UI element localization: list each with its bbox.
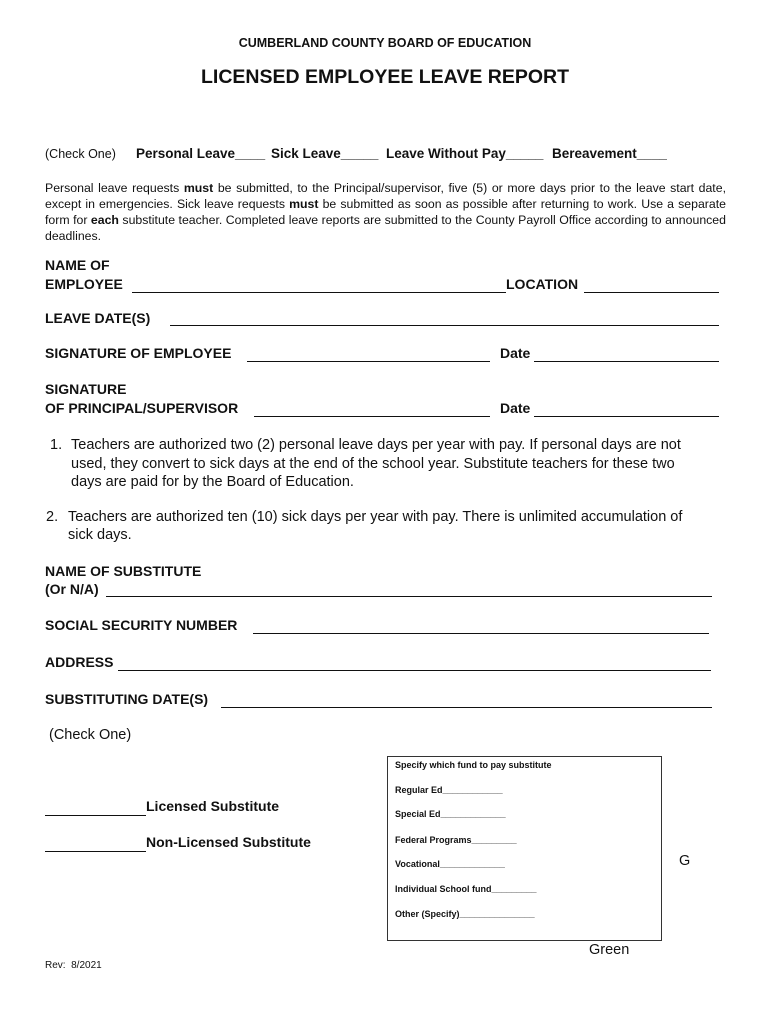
non-licensed-substitute-label: Non-Licensed Substitute <box>146 834 311 850</box>
employee-name-line[interactable] <box>132 292 506 293</box>
instructions-text-2: be submitted, to the Principal/supervisor, five (5) or more days prior to the leave start date, except in emergencies. Sick leave requests <box>45 181 726 211</box>
substitute-check-one-label: (Check One) <box>49 727 132 743</box>
or-na-label: (Or N/A) <box>45 581 99 597</box>
rule-1-line-3: days are paid for by the Board of Education. <box>71 474 354 490</box>
rule-2-line-1: Teachers are authorized ten (10) sick days per year with pay. There is unlimited accumulation of <box>68 509 683 525</box>
address-label: ADDRESS <box>45 654 114 670</box>
signature-label: SIGNATURE <box>45 381 127 397</box>
instructions-must-2: must <box>289 197 319 211</box>
ssn-line[interactable] <box>253 633 709 634</box>
fund-vocational[interactable]: Vocational_____________ <box>395 859 505 869</box>
fund-federal-programs[interactable]: Federal Programs_________ <box>395 835 517 845</box>
ssn-label: SOCIAL SECURITY NUMBER <box>45 617 238 633</box>
instructions-paragraph <box>45 180 726 244</box>
instructions-must-1: must <box>183 181 214 195</box>
rule-1-line-2: used, they convert to sick days at the end of the school year. Substitute teachers for these two <box>71 456 675 472</box>
date-line-1[interactable] <box>534 361 719 362</box>
annotation-g: G <box>679 853 691 869</box>
check-one-label: (Check One) <box>45 147 116 161</box>
name-of-substitute-label: NAME OF SUBSTITUTE <box>45 563 202 579</box>
date-label-2: Date <box>500 400 531 416</box>
licensed-substitute-label: Licensed Substitute <box>146 798 280 814</box>
leave-without-pay-option[interactable]: Leave Without Pay_____ <box>386 146 544 161</box>
non-licensed-check-line[interactable] <box>45 851 146 852</box>
substituting-dates-line[interactable] <box>221 707 712 708</box>
substitute-name-line[interactable] <box>106 596 712 597</box>
revision-date: Rev: 8/2021 <box>45 960 102 971</box>
fund-other-specify[interactable]: Other (Specify)_______________ <box>395 909 535 919</box>
sick-leave-option[interactable]: Sick Leave_____ <box>271 146 379 161</box>
location-line[interactable] <box>584 292 719 293</box>
instructions-text-1: Personal leave requests <box>45 181 184 195</box>
address-line[interactable] <box>118 670 711 671</box>
fund-individual-school[interactable]: Individual School fund_________ <box>395 884 537 894</box>
bereavement-option[interactable]: Bereavement____ <box>552 146 667 161</box>
fund-regular-ed[interactable]: Regular Ed____________ <box>395 785 503 795</box>
employee-label: EMPLOYEE <box>45 276 123 292</box>
rule-2-line-2: sick days. <box>68 527 132 543</box>
rule-2-number: 2. <box>46 509 59 525</box>
personal-leave-option[interactable]: Personal Leave____ <box>136 146 266 161</box>
signature-employee-line[interactable] <box>247 361 490 362</box>
fund-box-title: Specify which fund to pay substitute <box>395 760 552 770</box>
substituting-dates-label: SUBSTITUTING DATE(S) <box>45 691 209 707</box>
fund-special-ed[interactable]: Special Ed_____________ <box>395 809 506 819</box>
annotation-green: Green <box>589 942 630 958</box>
page-title: LICENSED EMPLOYEE LEAVE REPORT <box>200 66 570 88</box>
date-label-1: Date <box>500 345 531 361</box>
signature-employee-label: SIGNATURE OF EMPLOYEE <box>45 345 232 361</box>
licensed-check-line[interactable] <box>45 815 146 816</box>
instructions-text-3: be submitted as soon as possible after returning to work. Use a separate form for <box>45 197 726 227</box>
instructions-text-4: substitute teacher. Completed leave reports are submitted to the County Payroll Office according to announced deadlines. <box>45 213 726 243</box>
leave-dates-label: LEAVE DATE(S) <box>45 310 151 326</box>
location-label: LOCATION <box>506 276 579 292</box>
name-of-label: NAME OF <box>45 257 110 273</box>
rule-1-line-1: Teachers are authorized two (2) personal leave days per year with pay. If personal days are not <box>71 437 681 453</box>
instructions-each: each <box>90 213 119 227</box>
of-principal-label: OF PRINCIPAL/SUPERVISOR <box>45 400 239 416</box>
leave-dates-line[interactable] <box>170 325 719 326</box>
date-line-2[interactable] <box>534 416 719 417</box>
board-name: CUMBERLAND COUNTY BOARD OF EDUCATION <box>238 36 532 50</box>
rule-1-number: 1. <box>50 437 63 453</box>
signature-principal-line[interactable] <box>254 416 490 417</box>
